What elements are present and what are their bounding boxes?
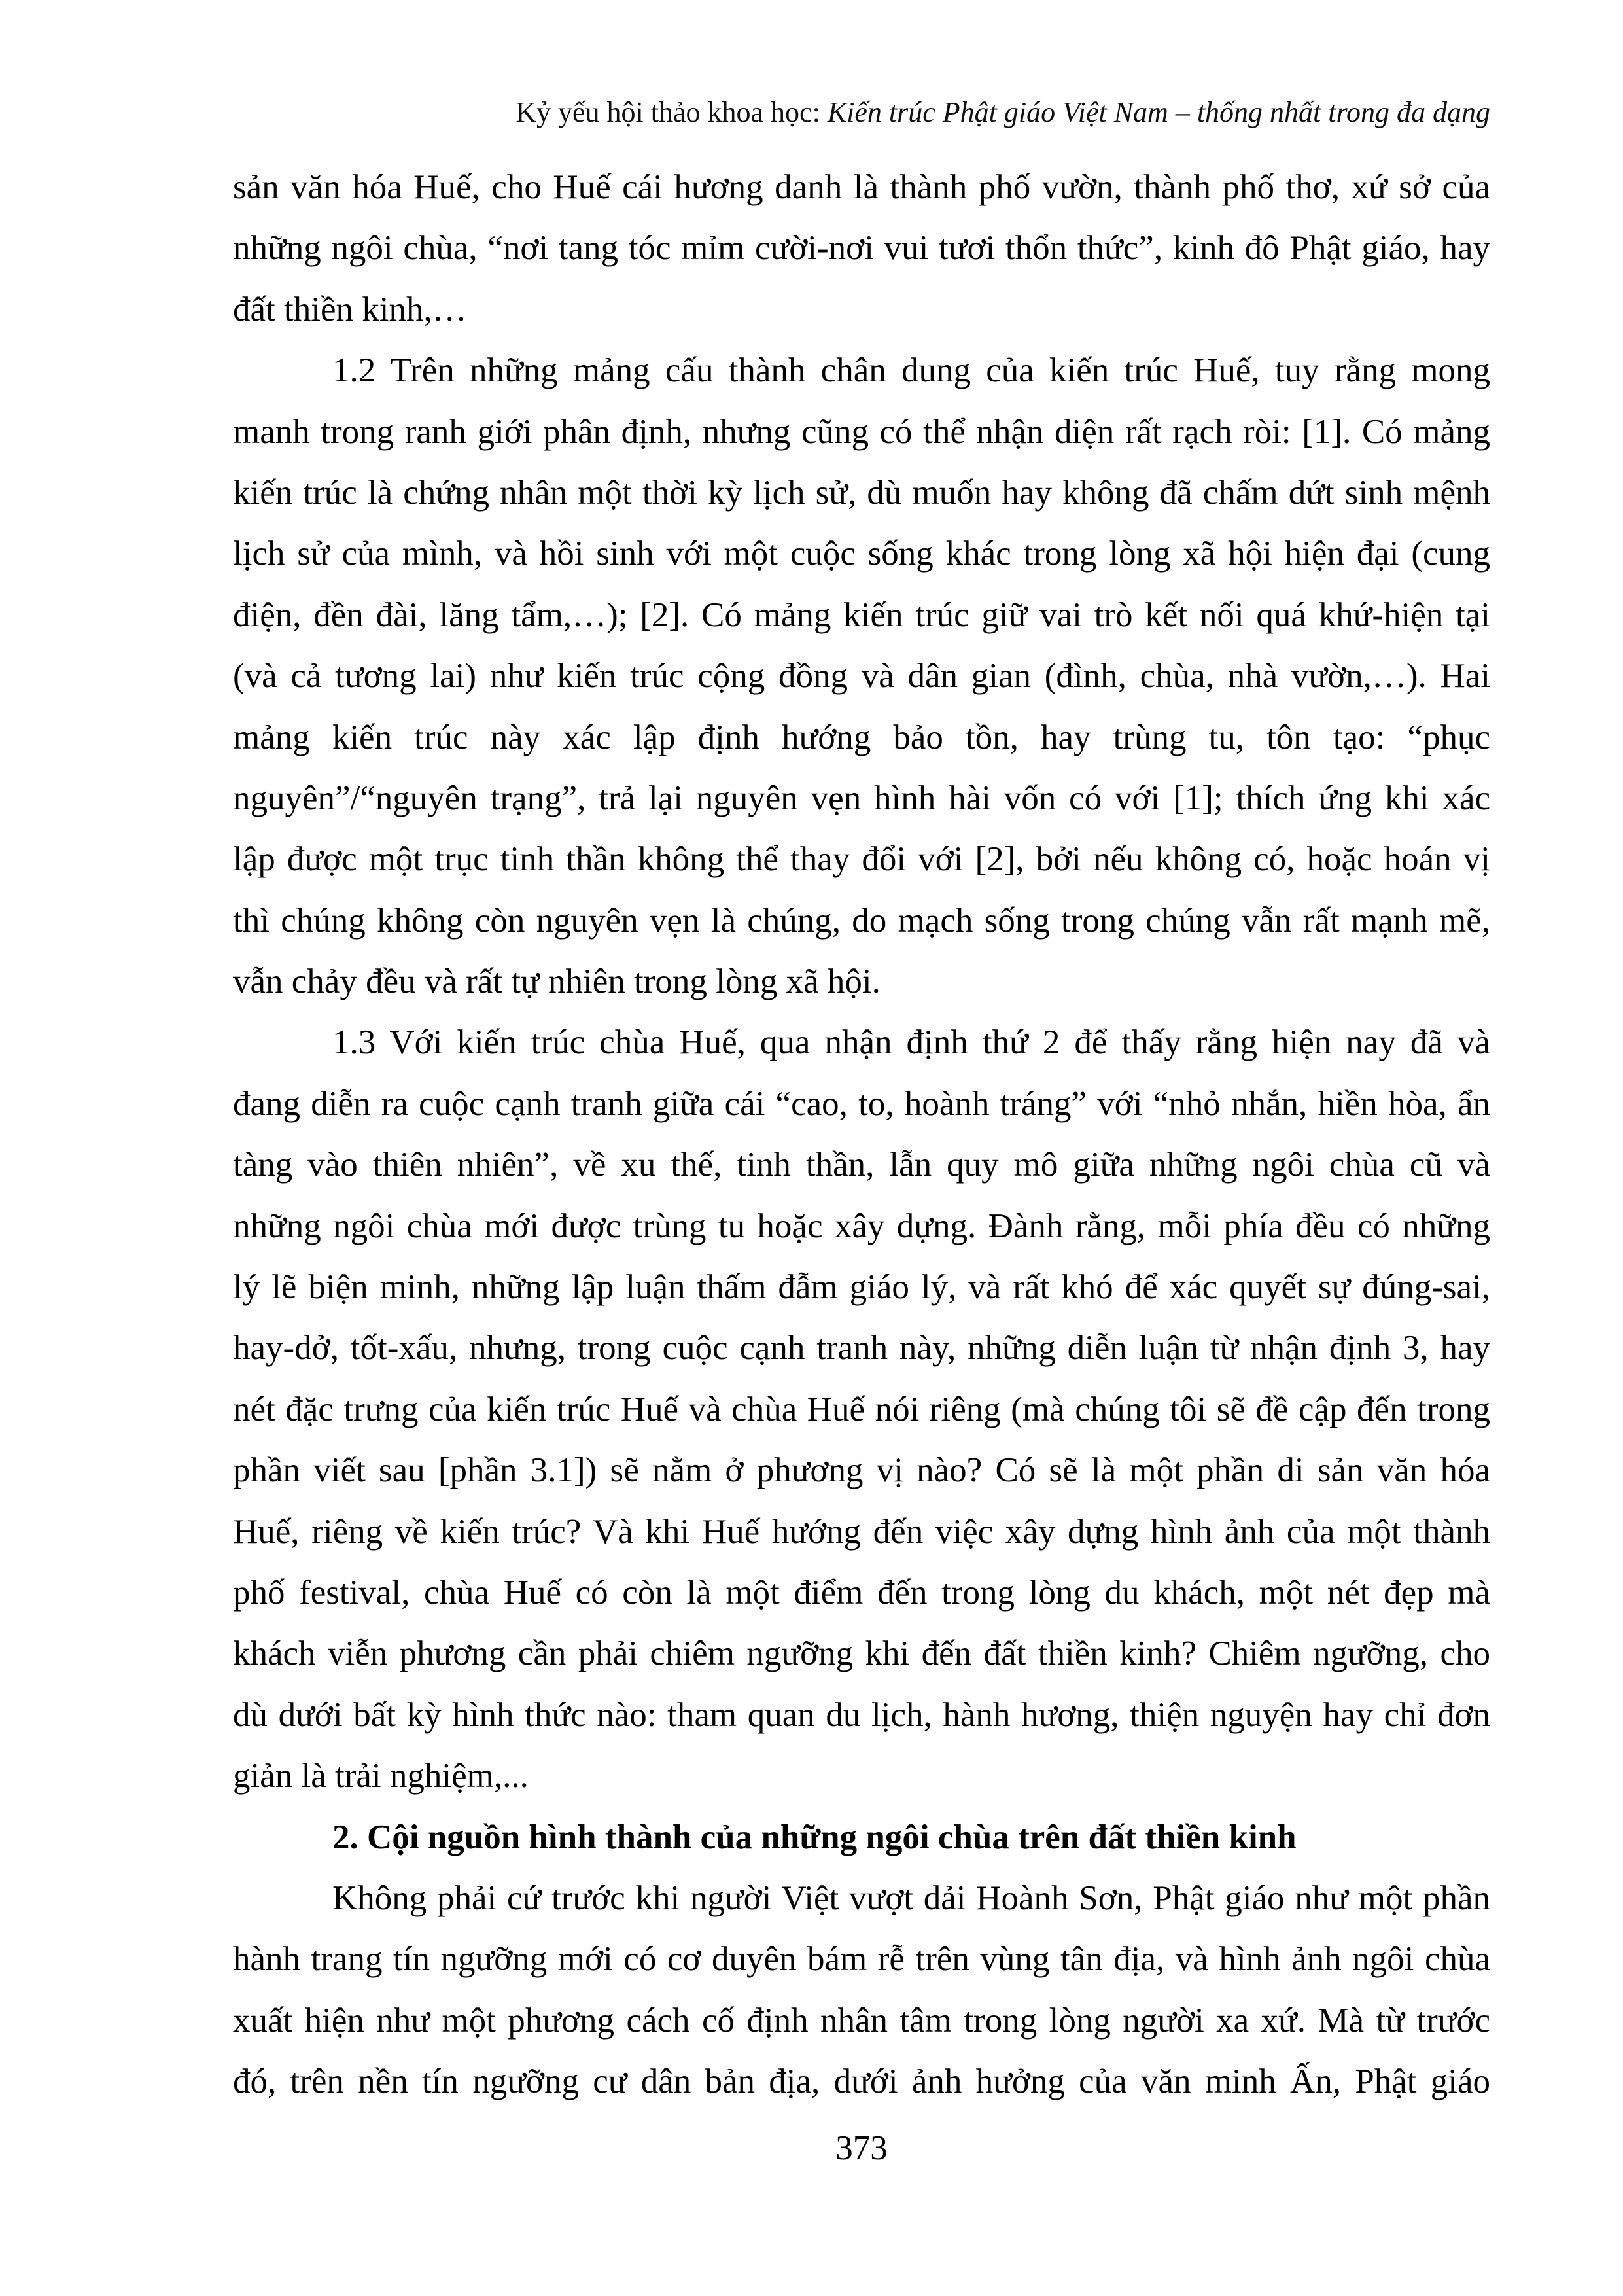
- text-line: manh trong ranh giới phân định, nhưng cũng có thể nhận diện rất rạch ròi: [1]. Có mảng: [233, 412, 1490, 451]
- text-line: 1.3 Với kiến trúc chùa Huế, qua nhận định thứ 2 để thấy rằng hiện nay đã và: [332, 1023, 1490, 1062]
- text-line: lịch sử của mình, và hồi sinh với một cuộc sống khác trong lòng xã hội hiện đại (cung: [233, 535, 1490, 573]
- paragraph-continued: [233, 157, 1490, 340]
- text-line: những ngôi chùa, “nơi tang tóc mỉm cười-nơi vui tươi thổn thức”, kinh đô Phật giáo, hay: [233, 229, 1490, 268]
- body-text: [233, 157, 1490, 2113]
- text-line: những ngôi chùa mới được trùng tu hoặc xây dựng. Đành rằng, mỗi phía đều có những: [233, 1207, 1490, 1245]
- text-line: xuất hiện như một phương cách cố định nhân tâm trong lòng người xa xứ. Mà từ trước: [233, 2001, 1490, 2040]
- text-line: điện, đền đài, lăng tẩm,…); [2]. Có mảng kiến trúc giữ vai trò kết nối quá khứ-hiện tại: [233, 595, 1490, 634]
- section-heading: 2. Cội nguồn hình thành của những ngôi chùa trên đất thiền kinh: [332, 1818, 1297, 1856]
- section-paragraph: [233, 1868, 1490, 2113]
- text-line: giản là trải nghiệm,...: [233, 1757, 529, 1795]
- text-line: hay-dở, tốt-xấu, nhưng, trong cuộc cạnh tranh này, những diễn luận từ nhận định 3, hay: [233, 1329, 1490, 1368]
- text-line: lý lẽ biện minh, những lập luận thấm đẫm giáo lý, và rất khó để xác quyết sự đúng-sai,: [233, 1268, 1490, 1307]
- text-line: dù dưới bất kỳ hình thức nào: tham quan du lịch, hành hương, thiện nguyện hay chỉ đơn: [233, 1695, 1490, 1734]
- text-line: Không phải cứ trước khi người Việt vượt dải Hoành Sơn, Phật giáo như một phần: [332, 1879, 1490, 1917]
- text-line: phố festival, chùa Huế có còn là một điểm đến trong lòng du khách, một nét đẹp mà: [233, 1573, 1490, 1612]
- text-line: vẫn chảy đều và rất tự nhiên trong lòng xã hội.: [233, 963, 881, 1001]
- text-line: mảng kiến trúc này xác lập định hướng bảo tồn, hay trùng tu, tôn tạo: “phục: [233, 718, 1490, 756]
- text-line: Huế, riêng về kiến trúc? Và khi Huế hướng đến việc xây dựng hình ảnh của một thành: [233, 1512, 1490, 1551]
- text-line: đang diễn ra cuộc cạnh tranh giữa cái “cao, to, hoành tráng” với “nhỏ nhắn, hiền hòa, ẩn: [233, 1084, 1490, 1123]
- page-number: 373: [835, 2129, 888, 2167]
- text-line: lập được một trục tinh thần không thể thay đổi với [2], bởi nếu không có, hoặc hoán vị: [233, 840, 1490, 879]
- text-line: (và cả tương lai) như kiến trúc cộng đồng và dân gian (đình, chùa, nhà vườn,…). Hai: [233, 657, 1490, 696]
- text-line: khách viễn phương cần phải chiêm ngưỡng khi đến đất thiền kinh? Chiêm ngưỡng, cho: [233, 1634, 1490, 1673]
- text-line: nguyên”/“nguyên trạng”, trả lại nguyên vẹn hình hài vốn có với [1]; thích ứng khi xác: [233, 779, 1490, 817]
- text-line: hành trang tín ngưỡng mới có cơ duyên bám rễ trên vùng tân địa, và hình ảnh ngôi chùa: [233, 1940, 1490, 1979]
- text-line: đó, trên nền tín ngưỡng cư dân bản địa, dưới ảnh hưởng của văn minh Ấn, Phật giáo: [233, 2062, 1490, 2101]
- text-line: kiến trúc là chứng nhân một thời kỳ lịch sử, dù muốn hay không đã chấm dứt sinh mệnh: [233, 473, 1490, 512]
- text-line: sản văn hóa Huế, cho Huế cái hương danh là thành phố vườn, thành phố thơ, xứ sở của: [233, 168, 1490, 206]
- text-line: phần viết sau [phần 3.1]) sẽ nằm ở phương vị nào? Có sẽ là một phần di sản văn hóa: [233, 1451, 1490, 1490]
- paragraph-1-3: [233, 1012, 1490, 1807]
- header-title: Kiến trúc Phật giáo Việt Nam – thống nhất trong đa dạng: [827, 96, 1490, 128]
- header-prefix: Kỷ yếu hội thảo khoa học:: [515, 96, 828, 128]
- text-line: thì chúng không còn nguyên vẹn là chúng, do mạch sống trong chúng vẫn rất mạnh mẽ,: [233, 901, 1490, 940]
- running-header: [233, 93, 1490, 132]
- paragraph-1-2: [233, 340, 1490, 1012]
- text-line: tàng vào thiên nhiên”, về xu thế, tinh thần, lẫn quy mô giữa những ngôi chùa cũ và: [233, 1146, 1490, 1184]
- text-line: đất thiền kinh,…: [233, 290, 467, 328]
- text-line: 1.2 Trên những mảng cấu thành chân dung của kiến trúc Huế, tuy rằng mong: [332, 351, 1490, 390]
- text-line: nét đặc trưng của kiến trúc Huế và chùa Huế nói riêng (mà chúng tôi sẽ đề cập đến trong: [233, 1390, 1490, 1428]
